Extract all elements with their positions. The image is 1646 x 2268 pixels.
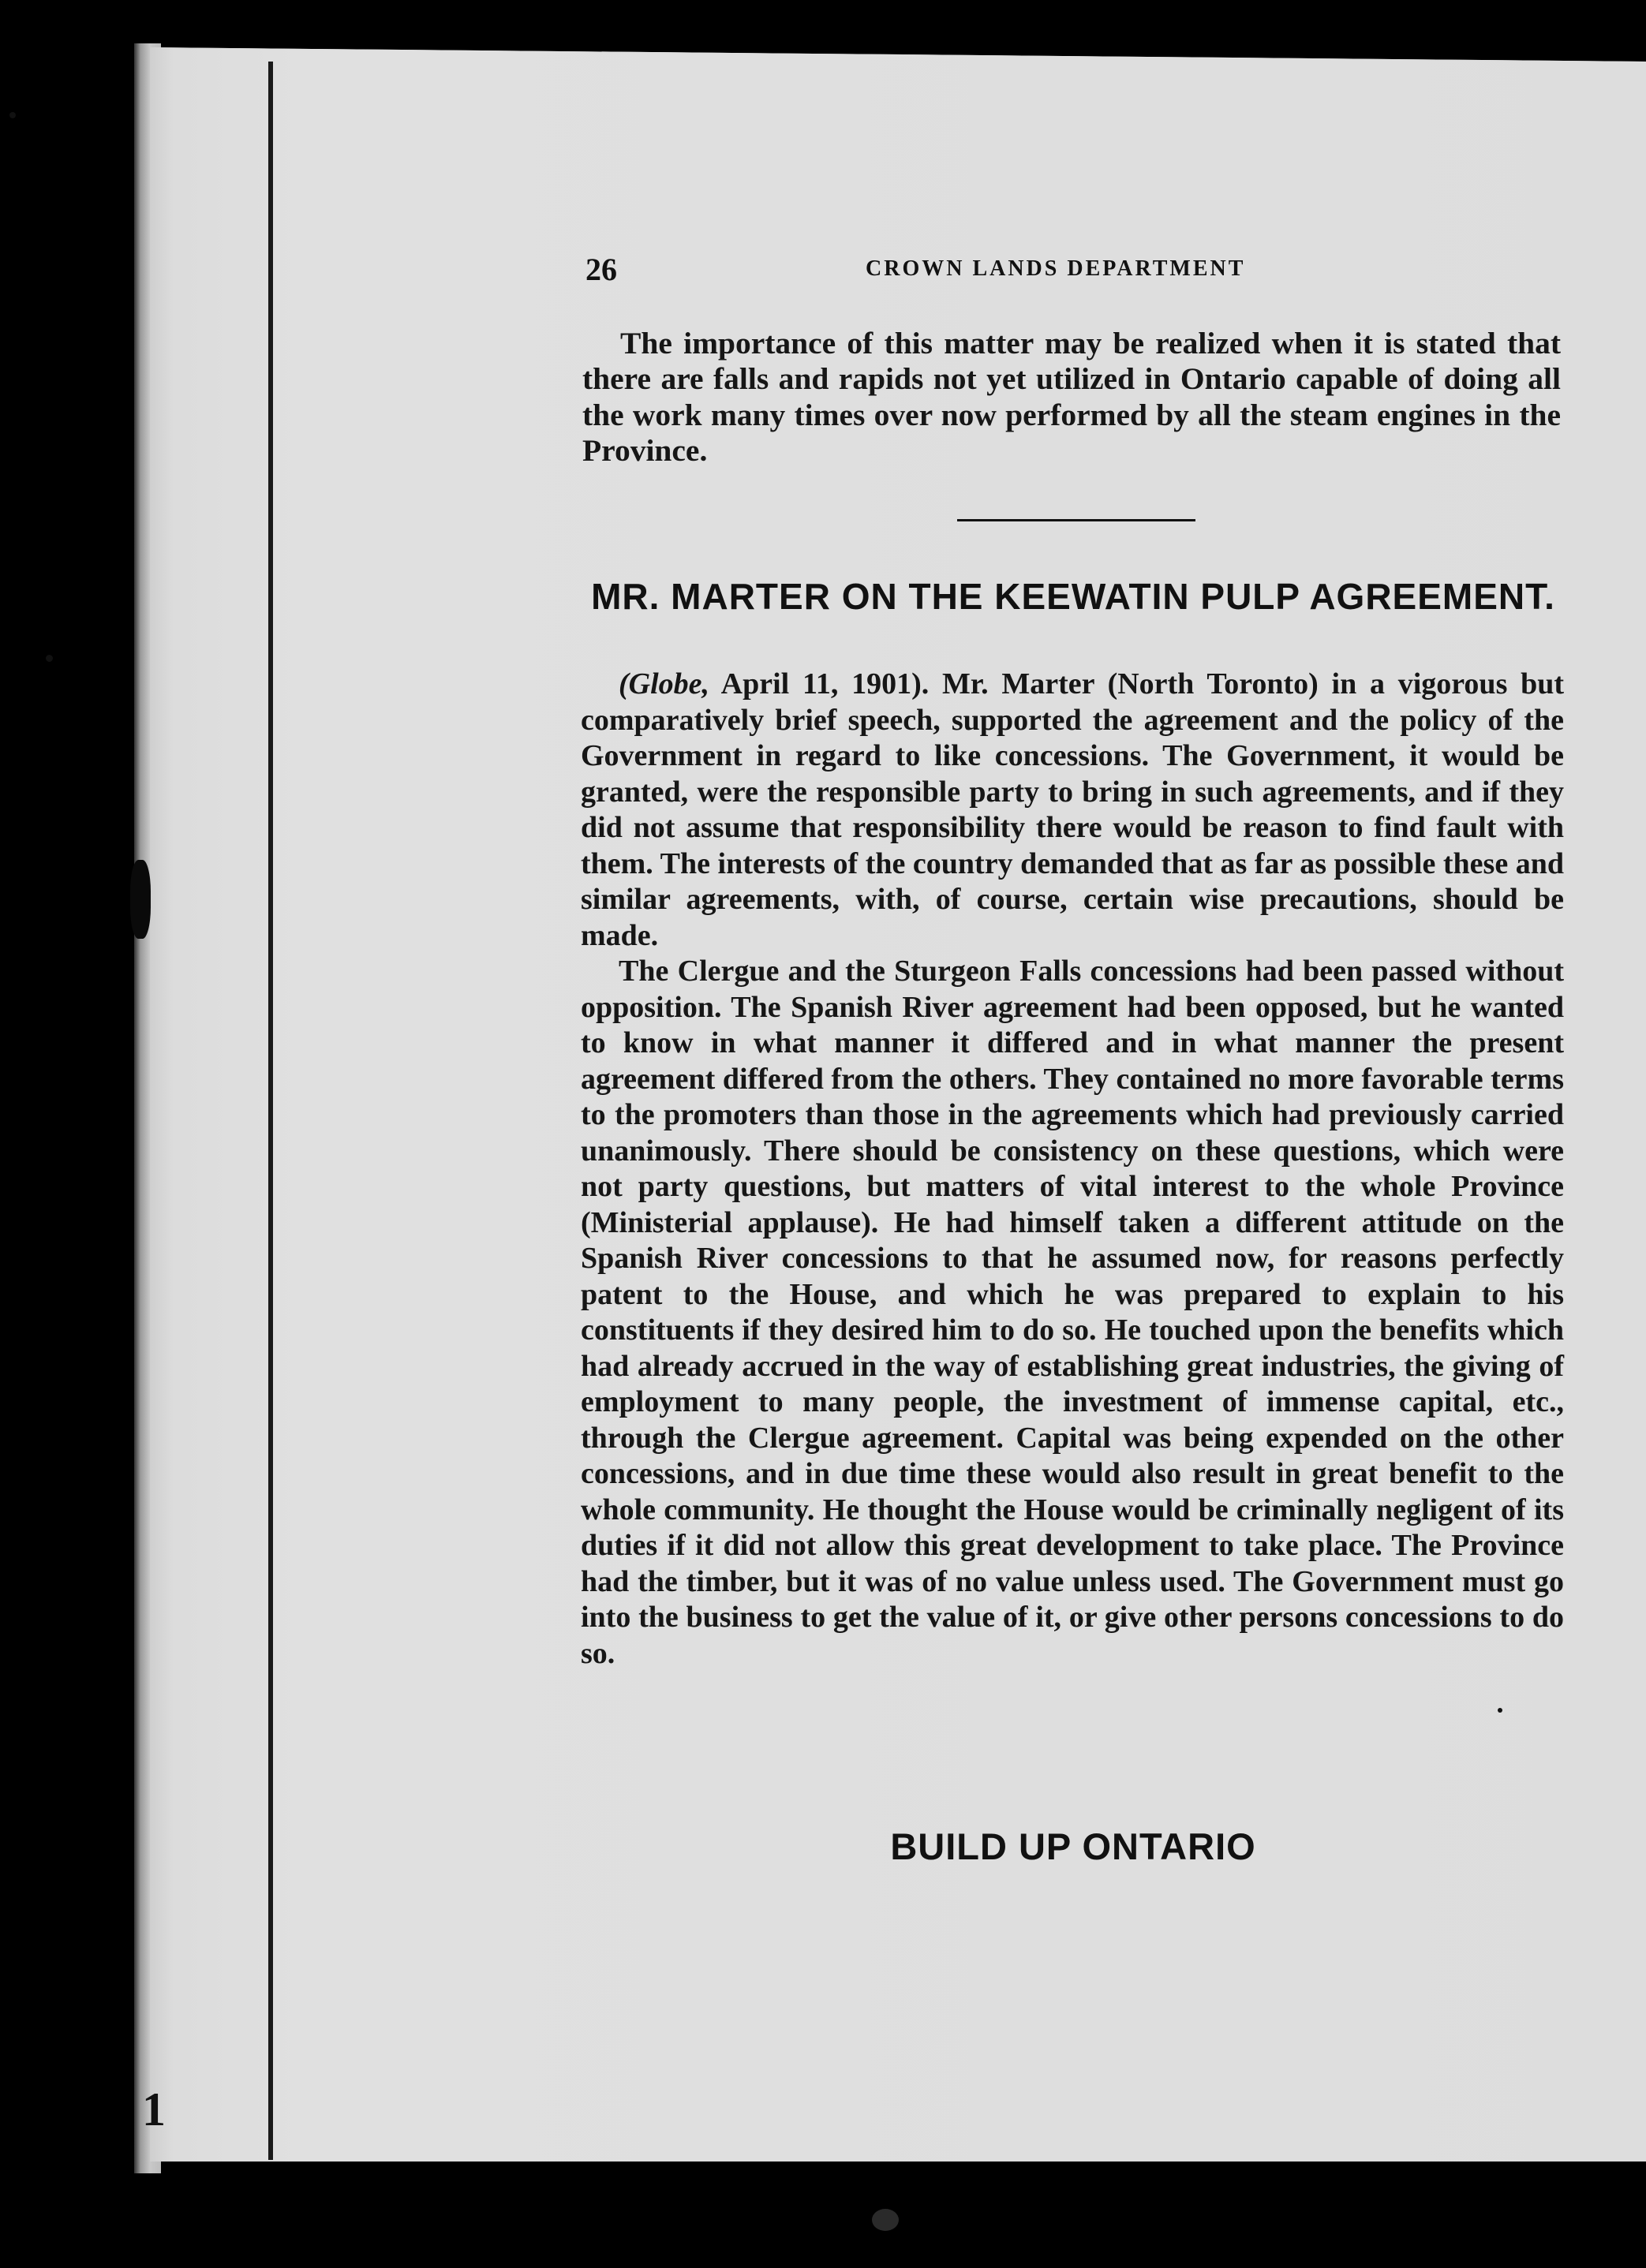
- page-header: [585, 251, 1564, 290]
- article-paragraph-1: [581, 667, 1564, 954]
- scan-speck: [46, 655, 53, 662]
- scan-speck: [1498, 1708, 1502, 1713]
- intro-paragraph: The importance of this matter may be realized when it is stated that there are falls and rapids not yet utilized in Ontario capable of doing all the work many times over now performed by all the steam engines in the Province.: [582, 326, 1561, 468]
- section-divider: [957, 519, 1195, 521]
- running-head: CROWN LANDS DEPARTMENT: [866, 256, 1246, 281]
- scan-speck: [9, 112, 16, 118]
- margin-mark: 1: [142, 2083, 166, 2135]
- scan-artifact: [130, 860, 151, 939]
- source-citation: (Globe,: [619, 667, 710, 701]
- page-number: 26: [585, 252, 617, 287]
- article-body: [581, 667, 1564, 1672]
- binding-gutter-line: [268, 62, 273, 2160]
- article-title: MR. MARTER ON THE KEEWATIN PULP AGREEMENT.: [591, 576, 1555, 617]
- closing-slogan: BUILD UP ONTARIO: [890, 1825, 1256, 1867]
- scan-speck: [872, 2209, 899, 2231]
- article-paragraph-1-text: April 11, 1901). Mr. Marter (North Toronto) in a vigorous but comparatively brief speech, supported the agreement and the policy of the Government in regard to like concessions. The Government, it would be granted, were the responsible party to bring in such agreements, and if they did not assume that responsibility there would be reason to find fault with them. The interests of the country demanded that as far as possible these and similar agreements, with, of course, certain wise precautions, should be made.: [581, 667, 1564, 952]
- article-paragraph-2: The Clergue and the Sturgeon Falls concessions had been passed without opposition. The Spanish River agreement had been opposed, but he wanted to know in what manner it differed and in what manner the present agreement differed from the others. They contained no more favorable terms to the promoters than those in the agreements which had previously carried unanimously. There should be consistency on these questions, which were not party questions, but matters of vital interest to the whole Province (Ministerial applause). He had himself taken a different attitude on the Spanish River concessions to that he assumed now, for reasons perfectly patent to the House, and which he was prepared to explain to his constituents if they desired him to do so. He touched upon the benefits which had already accrued in the way of establishing great industries, the giving of employment to many people, the investment of immense capital, etc., through the Clergue agreement. Capital was being expended on the other concessions, and in due time these would also result in great benefit to the whole community. He thought the House would be criminally negligent of its duties if it did not allow this great development to take place. The Province had the timber, but it was of no value unless used. The Government must go into the business to get the value of it, or give other persons concessions to do so.: [581, 955, 1564, 1670]
